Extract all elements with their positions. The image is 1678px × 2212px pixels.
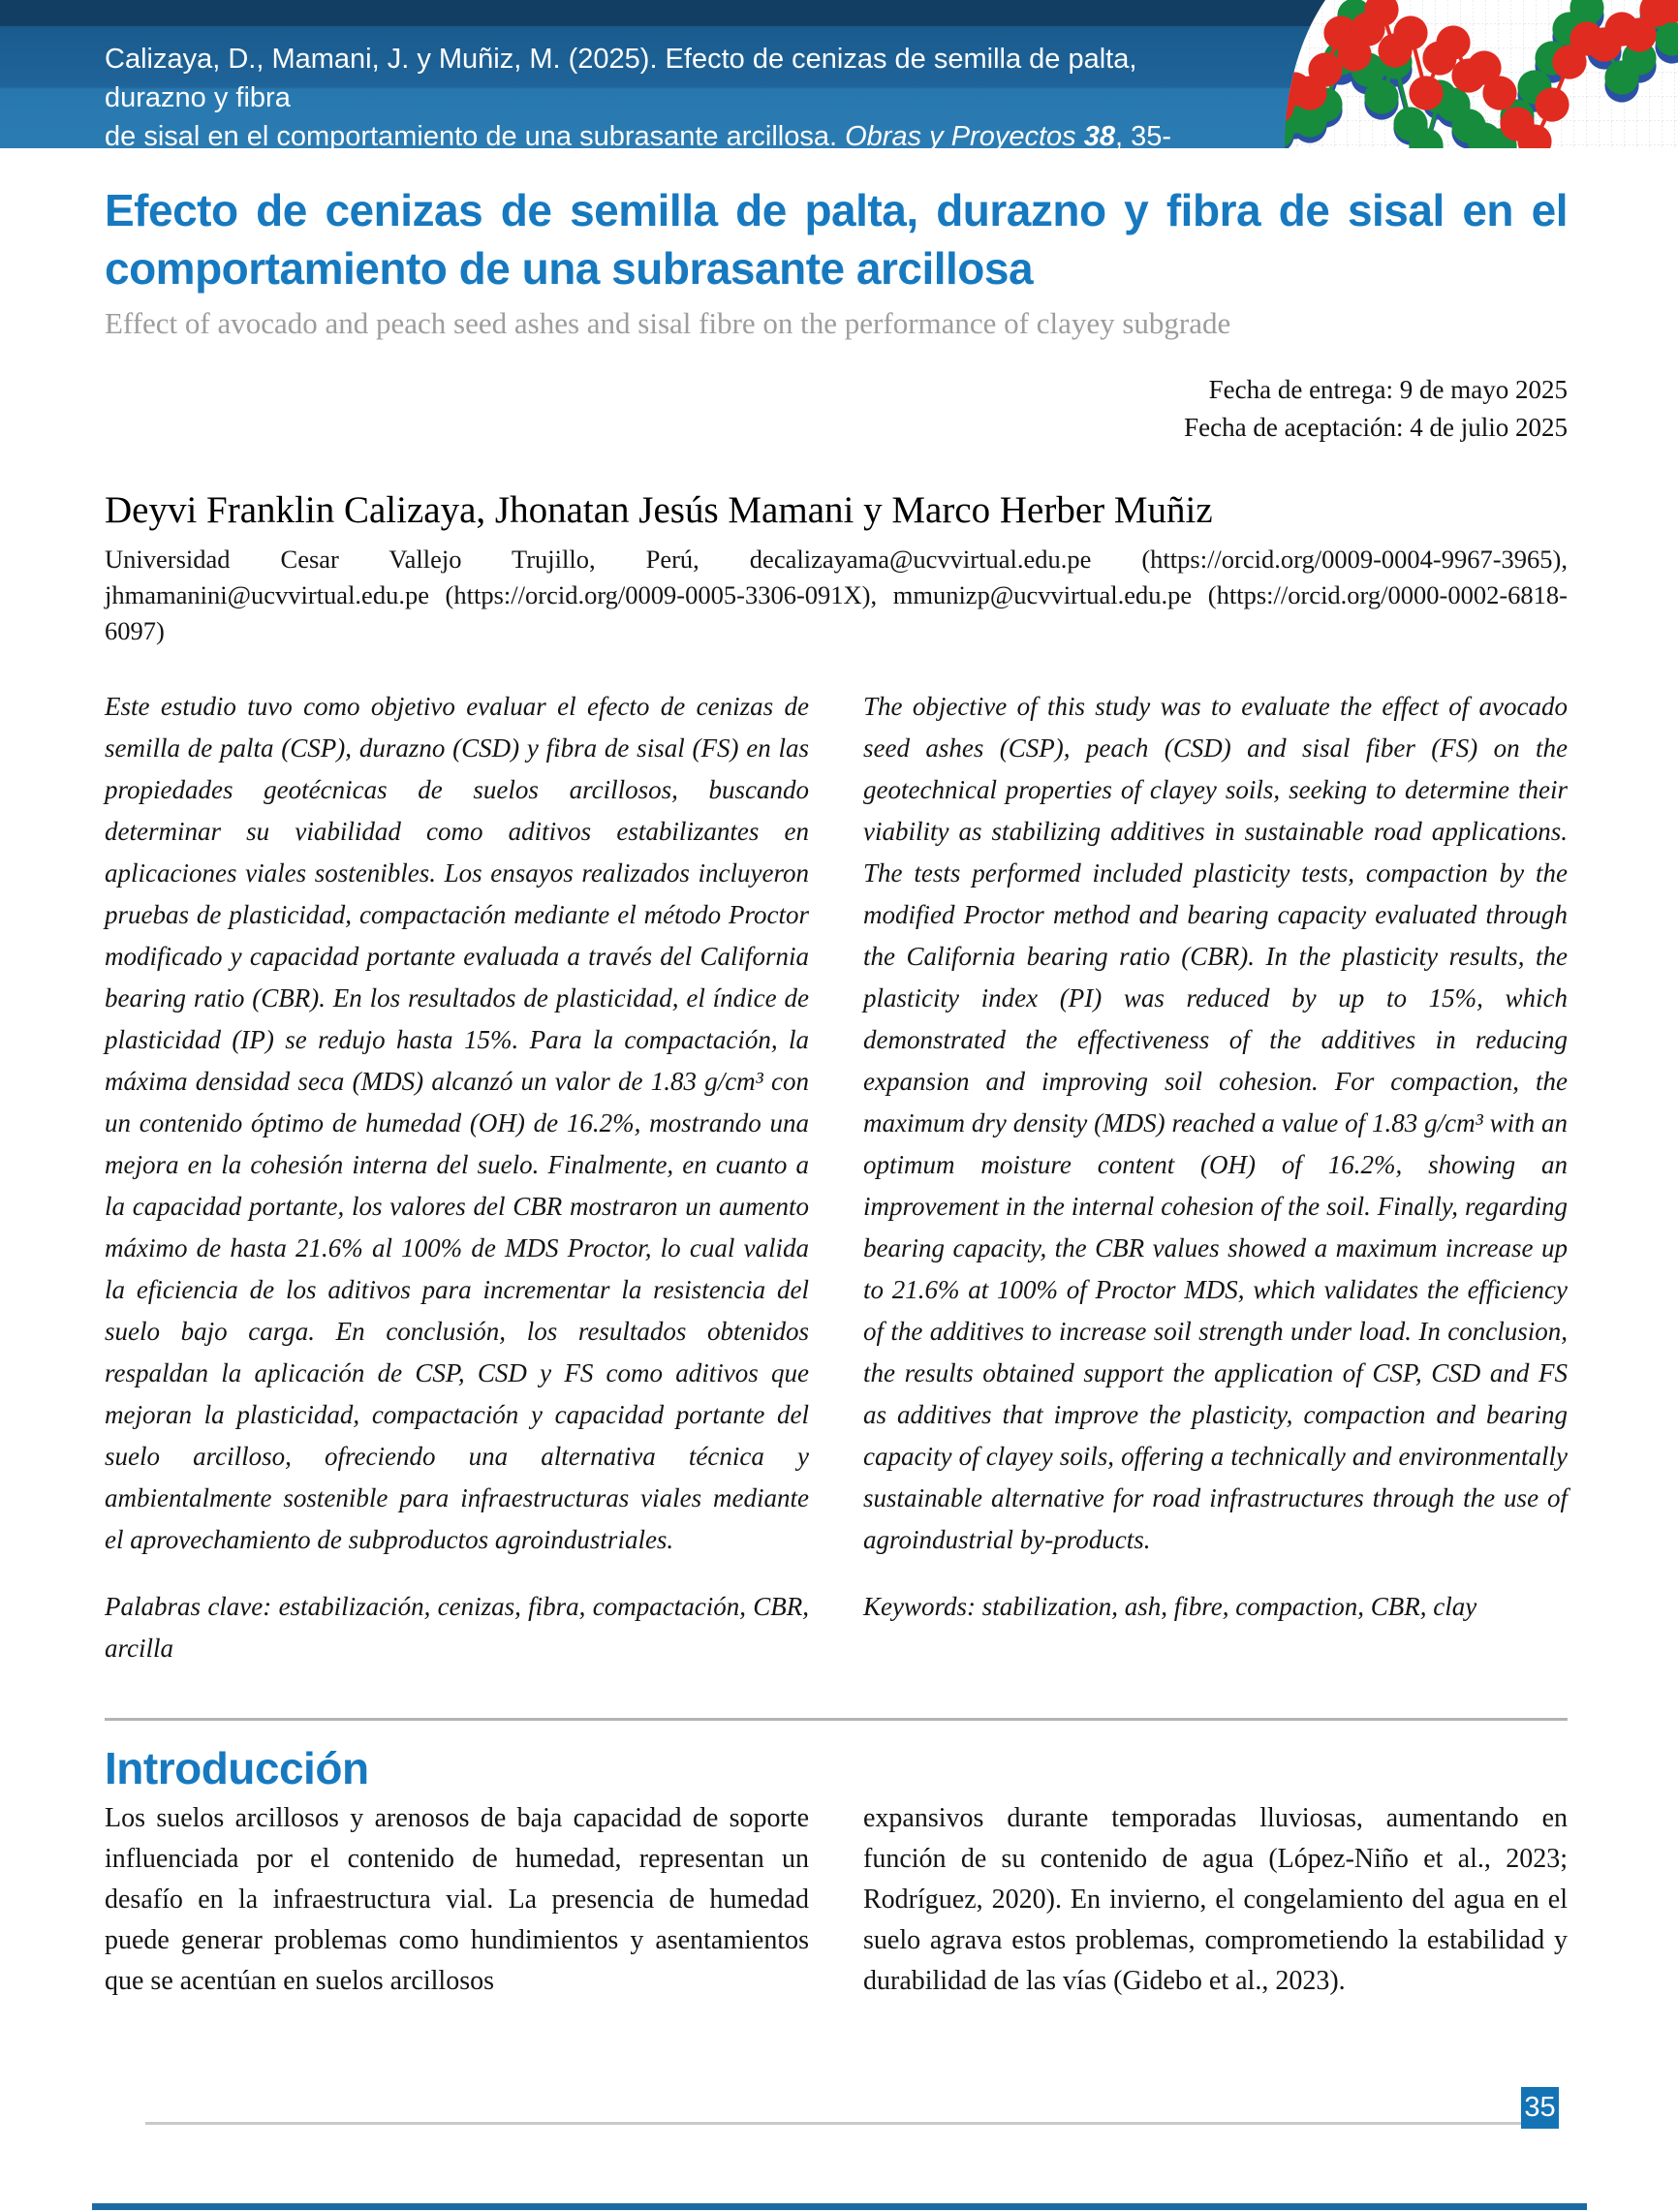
introduction-section [105, 1798, 1568, 2002]
abstract-section [105, 686, 1568, 1669]
abstract-spanish-body: Este estudio tuvo como objetivo evaluar el efecto de cenizas de semilla de palta (CSP), durazno (CSD) y fibra de sisal (FS) en las propiedades geotécnicas de suelos arcillosos, buscando determinar su viabilidad como aditivos estabilizantes en aplicaciones viales sostenibles. Los ensayos realizados incluyeron pruebas de plasticidad, compactación mediante el método Proctor modificado y capacidad portante evaluada a través del California bearing ratio (CBR). En los resultados de plasticidad, el índice de plasticidad (IP) se redujo hasta 15%. Para la compactación, la máxima densidad seca (MDS) alcanzó un valor de 1.83 g/cm³ con un contenido óptimo de humedad (OH) de 16.2%, mostrando una mejora en la cohesión interna del suelo. Finalmente, en cuanto a la capacidad portante, los valores del CBR mostraron un aumento máximo de hasta 21.6% al 100% de MDS Proctor, lo cual valida la eficiencia de los aditivos para incrementar la resistencia del suelo bajo carga. En conclusión, los resultados obtenidos respaldan la aplicación de CSP, CSD y FS como aditivos que mejoran la plasticidad, compactación y capacidad portante del suelo arcilloso, ofreciendo una alternativa técnica y ambientalmente sostenible para infraestructuras viales mediante el aprovechamiento de subproductos agroindustriales. [105, 692, 809, 1554]
article-title-line2: comportamiento de una subrasante arcillosa [105, 243, 1034, 294]
citation-line2: de sisal en el comportamiento de una subrasante arcillosa. [105, 121, 846, 152]
citation-journal-name: Obras y Proyectos [845, 121, 1076, 152]
article-title [105, 181, 1568, 297]
article-title-line1: Efecto de cenizas de semilla de palta, durazno y fibra de sisal en el [105, 185, 1568, 235]
article-content [105, 148, 1568, 2002]
abstract-english-column [863, 686, 1568, 1669]
footer-rule [145, 2122, 1558, 2125]
submission-dates [105, 371, 1568, 447]
citation-pages: , 35-46 [105, 121, 1171, 191]
authors-line: Deyvi Franklin Calizaya, Jhonatan Jesús Mamani y Marco Herber Muñiz [105, 489, 1213, 531]
abstract-english-body: The objective of this study was to evaluate the effect of avocado seed ashes (CSP), peach (CSD) and sisal fiber (FS) on the geotechnical properties of clayey soils, seeking to determine their viability as stabilizing additives in sustainable road applications. The tests performed included plasticity tests, compaction by the modified Proctor method and bearing capacity evaluated through the California bearing ratio (CBR). In the plasticity results, the plasticity index (PI) was reduced by up to 15%, which demonstrated the effectiveness of the additives in reducing expansion and improving soil cohesion. For compaction, the maximum dry density (MDS) reached a value of 1.83 g/cm³ with an optimum moisture content (OH) of 16.2%, showing an improvement in the internal cohesion of the soil. Finally, regarding bearing capacity, the CBR values showed a maximum increase up to 21.6% at 100% of Proctor MDS, which validates the efficiency of the additives to increase soil strength under load. In conclusion, the results obtained support the application of CSP, CSD and FS as additives that improve the plasticity, compaction and bearing capacity of clayey soils, offering a technically and environmentally sustainable alternative for road infrastructures through the use of agroindustrial by-products. [863, 692, 1568, 1554]
introduction-right-column: expansivos durante temporadas lluviosas, aumentando en función de su contenido de agua (López-Niño et al., 2023; Rodríguez, 2020). En invierno, el congelamiento del agua en el suelo agrava estos problemas, comprometiendo la estabilidad y durabilidad de las vías (Gidebo et al., 2023). [863, 1803, 1568, 1996]
date-accepted: Fecha de aceptación: 4 de julio 2025 [1184, 413, 1568, 442]
abstract-spanish-column [105, 686, 809, 1669]
introduction-heading: Introducción [105, 1743, 369, 1793]
affiliation-line: Universidad Cesar Vallejo Trujillo, Perú, decalizayama@ucvvirtual.edu.pe (https://orcid.org/0009-0004-9967-3965), jhmamanini@ucvvirtual.edu.pe (https://orcid.org/0009-0005-3306-091X), mmunizp@ucvvirtual.edu.pe (https://orcid.org/0000-0002-6818-6097) [105, 545, 1568, 645]
keywords-spanish: Palabras clave: estabilización, cenizas, fibra, compactación, CBR, arcilla [105, 1592, 809, 1663]
journal-header [0, 0, 1678, 191]
article-subtitle-english: Effect of avocado and peach seed ashes and sisal fibre on the performance of clayey subgrade [105, 306, 1231, 340]
date-received: Fecha de entrega: 9 de mayo 2025 [1208, 375, 1568, 404]
page-number-badge: 35 [1521, 2087, 1559, 2129]
footer-bar [92, 2203, 1587, 2210]
section-divider [105, 1718, 1568, 1721]
citation-line1: Calizaya, D., Mamani, J. y Muñiz, M. (2025). Efecto de cenizas de semilla de palta, durazno y fibra [105, 44, 1137, 113]
keywords-english: Keywords: stabilization, ash, fibre, compaction, CBR, clay [863, 1592, 1477, 1621]
citation-volume: 38 [1075, 121, 1115, 152]
introduction-left-column: Los suelos arcillosos y arenosos de baja capacidad de soporte influenciada por el contenido de humedad, representan un desafío en la infraestructura vial. La presencia de humedad puede generar problemas como hundimientos y asentamientos que se acentúan en suelos arcillosos [105, 1803, 809, 1996]
